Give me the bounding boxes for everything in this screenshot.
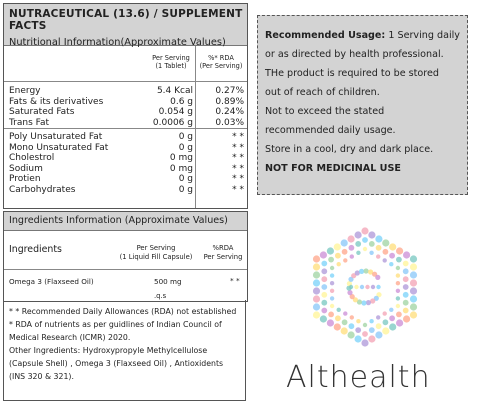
ingredient-value: 500 mg [154,277,182,286]
nutrient-value: 0 mg [169,153,193,163]
nutrient-value: 0.0006 g [152,117,193,128]
footnote-line: * RDA of nutrients as per guidlines of Indian Council of [9,320,222,329]
nutrient-rda: * * [232,174,244,184]
nutrient-rda: * * [232,163,244,174]
nutrition-row [4,118,247,130]
nutrition-row [4,174,247,185]
usage-line: or as directed by health professional. [265,49,444,60]
usage-line: THe product is required to be stored [265,68,440,79]
ingredients-divider [4,269,247,270]
footnote-line: (INS 320 & 321). [9,372,74,381]
ingredient-name: Omega 3 (Flaxseed Oil) [9,277,94,286]
nutrient-name: Protien [9,174,41,184]
footnote-line: (Capsule Shell) , Omega 3 (Flaxseed Oil) , Antioxidents [9,359,224,368]
nutrition-row [4,153,247,164]
nutrient-name: Trans Fat [9,117,50,128]
medicinal-warning: NOT FOR MEDICINAL USE [265,163,401,174]
facts-header [4,4,247,46]
nutrition-row [4,107,247,118]
usage-first-line [265,26,467,45]
nutrient-rda: 0.24% [215,107,244,117]
nutrient-value: 0 mg [169,163,193,174]
nutrient-value: 0 g [178,174,193,184]
usage-line: Not to exceed the stated [265,106,385,117]
nutrition-row [4,86,247,97]
facts-title: NUTRACEUTICAL (13.6) / SUPPLEMENT FACTS [9,8,243,32]
brand-name: Althealth [286,360,431,395]
nutrition-rows [4,81,247,195]
usage-label: Recommended Usage: [265,30,386,41]
nutrition-facts-box [3,3,248,209]
nutrient-rda: * * [232,153,244,163]
nutrient-name: Sodium [9,163,43,174]
nutrient-value: 0.054 g [158,107,193,117]
nutrient-value: 5.4 Kcal [156,86,193,96]
usage-line: Store in a cool, dry and dark place. [265,144,434,155]
nutrient-name: Saturated Fats [9,107,75,117]
nutrient-value: 0 g [178,184,193,195]
supplement-facts-panel [3,3,248,401]
nutrient-value: 0 g [178,142,193,153]
per-serving-header: Per Serving (1 Tablet) [152,54,190,70]
footnotes-box [3,300,246,401]
nutrient-rda: * * [232,184,244,195]
facts-subtitle: Nutritional Information(Approximate Values) [9,37,226,48]
rda-header: %* RDA (Per Serving) [199,54,243,70]
usage-dose: 1 Serving daily [385,30,460,41]
nutrient-name: Carbohydrates [9,184,76,195]
usage-line: recommended daily usage. [265,125,396,136]
nutrient-name: Mono Unsaturated Fat [9,142,109,153]
nutrient-rda: * * [232,132,244,142]
nutrition-row [4,185,247,196]
nutrient-name: Cholestrol [9,153,55,163]
ingredients-box [3,211,248,302]
nutrient-name: Poly Unsaturated Fat [9,132,103,142]
ingredients-column-header: Ingredients [9,244,62,255]
nutrient-rda: 0.89% [215,96,244,107]
ingredient-rda: * * [230,276,240,285]
nutrient-value: 0 g [178,132,193,142]
nutrition-row [4,132,247,143]
ingredients-rda-header: %RDA Per Serving [203,244,243,261]
ingredients-per-serving-header: Per Serving (1 Liquid Fill Capsule) [119,244,193,261]
ingredient-qs: .q.s [154,292,167,300]
footnote-line: * * Recommended Daily Allowances (RDA) not established [9,307,237,316]
footnote-line: Medical Research (ICMR) 2020. [9,333,131,342]
brand-logo-icon [300,225,430,350]
recommended-usage-box [257,15,468,195]
footnote-line: Other Ingredients: Hydroxypropyle Methylcellulose [9,346,208,355]
nutrient-value: 0.6 g [170,96,193,107]
nutrient-name: Energy [9,86,41,96]
nutrition-row [4,97,247,108]
usage-line: out of reach of children. [265,87,380,98]
nutrient-rda: 0.27% [215,86,244,96]
nutrient-rda: * * [232,142,244,153]
nutrition-row [4,164,247,175]
nutrient-rda: 0.03% [215,117,244,128]
nutrient-name: Fats & its derivatives [9,96,104,107]
ingredients-title: Ingredients Information (Approximate Values) [4,212,247,231]
nutrition-row [4,143,247,154]
